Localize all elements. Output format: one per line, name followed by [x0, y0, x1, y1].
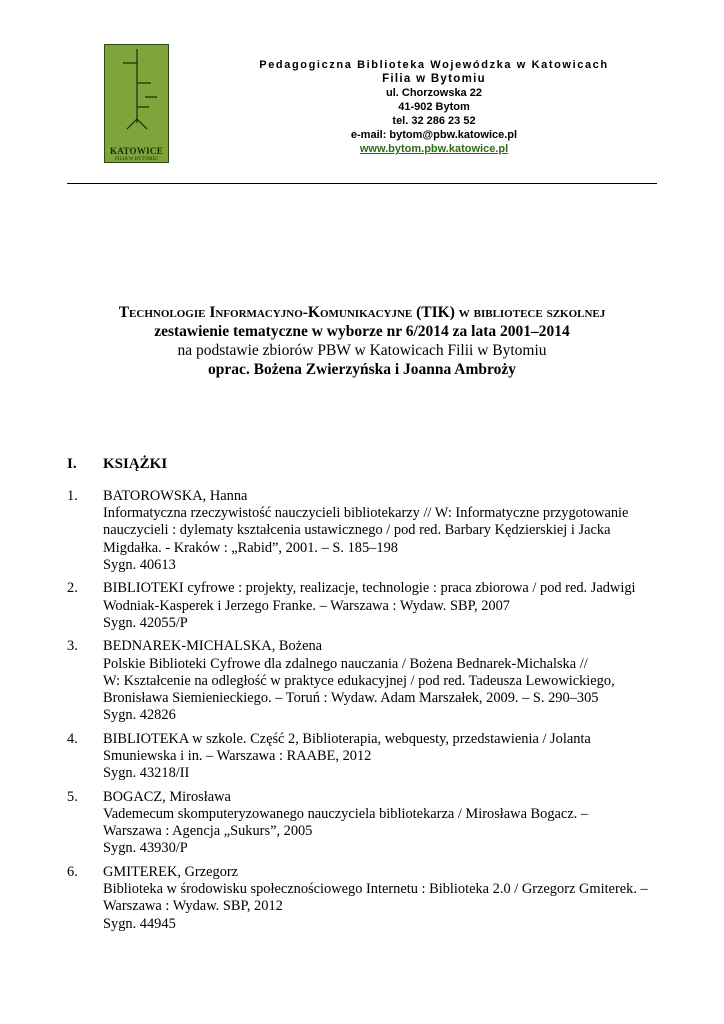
header-divider [67, 183, 657, 184]
bibliography-entry [67, 864, 667, 933]
entry-line: BATOROWSKA, Hanna [103, 488, 248, 504]
entry-line: Informatyczna rzeczywistość nauczycieli bibliotekarzy // W: Informatyczne przygotowanie [103, 505, 629, 522]
section-heading [67, 455, 167, 474]
street-address: ul. Chorzowska 22 [386, 87, 482, 99]
entry-line: Sygn. 43930/P [103, 840, 188, 857]
entry-number: 1. [67, 488, 78, 504]
section-title: KSIĄŻKI [103, 456, 168, 472]
entry-number: 4. [67, 730, 78, 747]
logo-line1: KATOWICE [109, 146, 164, 156]
entry-line: GMITEREK, Grzegorz [103, 864, 239, 881]
letterhead [240, 58, 628, 156]
city-address: 41-902 Bytom [398, 101, 470, 113]
entry-line: Warszawa : Agencja „Sukurs”, 2005 [103, 823, 313, 840]
logo-line2: FILIA W BYTOMIU [115, 157, 158, 162]
document-title: Technologie Informacyjno-Komunikacyjne (TIK) w bibliotece szkolnej [118, 304, 606, 321]
section-number: I. [67, 456, 77, 472]
entry-line: Polskie Biblioteki Cyfrowe dla zdalnego nauczania / Bożena Bednarek-Michalska // [103, 655, 588, 672]
entry-line: Vademecum skomputeryzowanego nauczyciela bibliotekarza / Mirosława Bogacz. – [103, 806, 589, 823]
entry-number: 6. [67, 864, 78, 881]
entry-line: BEDNAREK-MICHALSKA, Bożena [103, 638, 323, 655]
entry-line: Sygn. 40613 [103, 556, 176, 573]
entry-number: 2. [67, 580, 78, 597]
document-title-block [60, 303, 664, 379]
entry-line: BIBLIOTEKA w szkole. Część 2, Biblioterapia, webquesty, przedstawienia / Jolanta [103, 730, 591, 747]
entry-line: BIBLIOTEKI cyfrowe : projekty, realizacje, technologie : praca zbiorowa / pod red. Jadwigi [103, 580, 636, 597]
entry-line: Wodniak-Kasperek i Jerzego Franke. – Warszawa : Wydaw. SBP, 2007 [103, 597, 510, 614]
bibliography-entry [67, 731, 667, 783]
branch-name: Filia w Bytomiu [382, 73, 486, 85]
entry-number: 5. [67, 788, 78, 805]
entry-number: 3. [67, 638, 78, 655]
entry-line: Smuniewska i in. – Warszawa : RAABE, 2012 [103, 748, 372, 765]
institution-name: Pedagogiczna Biblioteka Wojewódzka w Katowicach [259, 59, 609, 71]
bibliography-entry [67, 638, 667, 724]
phone-number: tel. 32 286 23 52 [392, 115, 476, 127]
entry-line: Migdałka. - Kraków : „Rabid”, 2001. – S. 185–198 [103, 539, 398, 556]
entry-line: Sygn. 42826 [103, 707, 176, 724]
library-logo [104, 44, 169, 163]
bibliography-entry [67, 789, 667, 858]
document-source: na podstawie zbiorów PBW w Katowicach Filii w Bytomiu [177, 342, 547, 359]
entry-line: Sygn. 42055/P [103, 614, 188, 631]
entry-line: Sygn. 44945 [103, 915, 176, 932]
bibliography-entry [67, 580, 667, 632]
entry-line: nauczycieli : dylematy kształcenia ustawicznego / pod red. Barbary Kędzierskiej i Jacka [103, 522, 611, 539]
entry-line: W: Kształcenie na odległość w praktyce edukacyjnej / pod red. Tadeusza Lewowickiego, [103, 672, 615, 689]
entry-line: Warszawa : Wydaw. SBP, 2012 [103, 898, 283, 915]
bibliography-list [67, 488, 667, 939]
entry-line: Biblioteka w środowisku społecznościowego Internetu : Biblioteka 2.0 / Grzegorz Gmiterek. – [103, 881, 648, 898]
website-link[interactable]: www.bytom.pbw.katowice.pl [359, 143, 509, 155]
entry-line: BOGACZ, Mirosława [103, 788, 231, 805]
email-address: e-mail: bytom@pbw.katowice.pl [350, 129, 518, 141]
entry-line: Sygn. 43218/II [103, 765, 190, 782]
bibliography-entry [67, 488, 667, 574]
document-subtitle: zestawienie tematyczne w wyborze nr 6/2014 za lata 2001–2014 [154, 323, 570, 340]
entry-line: Bronisława Siemienieckiego. – Toruń : Wydaw. Adam Marszałek, 2009. – S. 290–305 [103, 690, 599, 707]
document-authors: oprac. Bożena Zwierzyńska i Joanna Ambroży [208, 361, 516, 378]
